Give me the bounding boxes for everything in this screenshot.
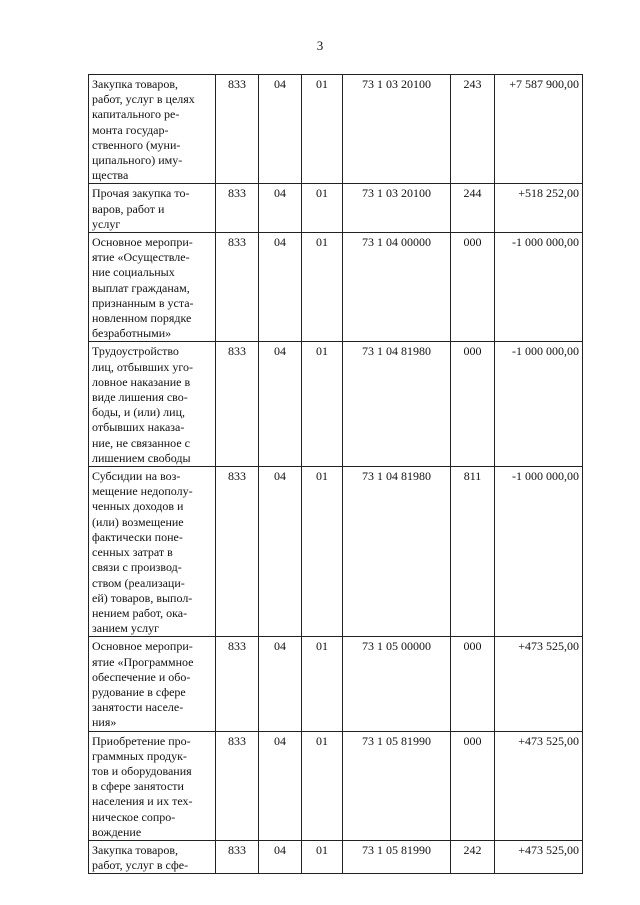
description-line: услуг — [92, 216, 121, 231]
subsection-code: 01 — [302, 637, 343, 731]
amount-value: +473 525,00 — [495, 840, 583, 873]
description-line: Закупка товаров, — [92, 842, 178, 857]
subsection-code: 01 — [302, 184, 343, 233]
section-code: 04 — [259, 467, 302, 637]
target-article-code: 73 1 04 81980 — [343, 342, 451, 467]
table-row — [89, 467, 583, 637]
table-row — [89, 233, 583, 342]
amount-value: +518 252,00 — [495, 184, 583, 233]
description-line: ством (реализаци- — [92, 575, 185, 590]
section-code: 04 — [259, 731, 302, 840]
row-description — [89, 342, 216, 467]
description-line: боды, и (или) лиц, — [92, 405, 186, 420]
expense-type-code: 243 — [451, 75, 495, 184]
description-line: Трудоустройство — [92, 344, 179, 359]
description-line: Основное меропри- — [92, 639, 193, 654]
expense-type-code: 000 — [451, 731, 495, 840]
table-row — [89, 75, 583, 184]
row-description — [89, 233, 216, 342]
amount-value: -1 000 000,00 — [495, 233, 583, 342]
table-row — [89, 342, 583, 467]
table-row — [89, 840, 583, 873]
description-line: занием услуг — [92, 621, 160, 636]
target-article-code: 73 1 04 00000 — [343, 233, 451, 342]
description-line: лишением свободы — [92, 450, 191, 465]
expense-type-code: 244 — [451, 184, 495, 233]
description-line: вождение — [92, 824, 142, 839]
section-code: 04 — [259, 637, 302, 731]
subsection-code: 01 — [302, 467, 343, 637]
expense-type-code: 811 — [451, 467, 495, 637]
section-code: 04 — [259, 233, 302, 342]
grbs-code: 833 — [216, 233, 259, 342]
section-code: 04 — [259, 342, 302, 467]
row-description — [89, 184, 216, 233]
description-line: варов, работ и — [92, 201, 165, 216]
target-article-code: 73 1 05 81990 — [343, 731, 451, 840]
row-description — [89, 467, 216, 637]
table-row — [89, 184, 583, 233]
description-line: ническое сопро- — [92, 809, 176, 824]
subsection-code: 01 — [302, 75, 343, 184]
expense-type-code: 242 — [451, 840, 495, 873]
description-line: Закупка товаров, — [92, 77, 178, 91]
grbs-code: 833 — [216, 637, 259, 731]
section-code: 04 — [259, 75, 302, 184]
table-row — [89, 731, 583, 840]
subsection-code: 01 — [302, 840, 343, 873]
amount-value: +473 525,00 — [495, 637, 583, 731]
amount-value: -1 000 000,00 — [495, 467, 583, 637]
description-line: Прочая закупка то- — [92, 186, 190, 201]
description-line: лиц, отбывших уго- — [92, 359, 194, 374]
description-line: занятости населе- — [92, 700, 184, 715]
target-article-code: 73 1 04 81980 — [343, 467, 451, 637]
target-article-code: 73 1 03 20100 — [343, 75, 451, 184]
grbs-code: 833 — [216, 75, 259, 184]
description-line: Субсидии на воз- — [92, 469, 181, 484]
description-line: мещение недополу- — [92, 484, 193, 499]
section-code: 04 — [259, 184, 302, 233]
subsection-code: 01 — [302, 233, 343, 342]
row-description — [89, 731, 216, 840]
table-row — [89, 637, 583, 731]
description-line: работ, услуг в сфе- — [92, 858, 189, 873]
description-line: работ, услуг в целях — [92, 92, 195, 107]
description-line: обеспечение и обо- — [92, 669, 191, 684]
amount-value: +473 525,00 — [495, 731, 583, 840]
description-line: признанным в уста- — [92, 295, 194, 310]
description-line: виде лишения сво- — [92, 390, 188, 405]
description-line: ловное наказание в — [92, 374, 191, 389]
row-description — [89, 75, 216, 184]
description-line: населения и их тех- — [92, 794, 193, 809]
description-line: ние социальных — [92, 265, 175, 280]
description-line: выплат гражданам, — [92, 280, 190, 295]
expense-type-code: 000 — [451, 637, 495, 731]
description-line: Основное меропри- — [92, 235, 193, 250]
description-line: ние, не связанное с — [92, 435, 190, 450]
description-line: ятие «Программное — [92, 654, 194, 669]
description-line: ственного (муни- — [92, 137, 181, 152]
grbs-code: 833 — [216, 840, 259, 873]
page-number: 3 — [316, 38, 324, 53]
description-line: ченных доходов и — [92, 499, 184, 514]
table-body — [89, 75, 583, 874]
row-description — [89, 637, 216, 731]
description-line: монта государ- — [92, 122, 169, 137]
amount-value: -1 000 000,00 — [495, 342, 583, 467]
expense-type-code: 000 — [451, 233, 495, 342]
target-article-code: 73 1 05 00000 — [343, 637, 451, 731]
row-description — [89, 840, 216, 873]
description-line: щества — [92, 168, 129, 183]
description-line: рудование в сфере — [92, 684, 186, 699]
description-line: фактически поне- — [92, 529, 183, 544]
amount-value: +7 587 900,00 — [495, 75, 583, 184]
description-line: тов и оборудования — [92, 763, 192, 778]
description-line: ятие «Осуществле- — [92, 250, 190, 265]
description-line: связи с производ- — [92, 560, 182, 575]
description-line: капитального ре- — [92, 107, 180, 122]
description-line: сенных затрат в — [92, 545, 173, 560]
description-line: безработными» — [92, 326, 172, 341]
subsection-code: 01 — [302, 342, 343, 467]
grbs-code: 833 — [216, 731, 259, 840]
grbs-code: 833 — [216, 342, 259, 467]
description-line: отбывших наказа- — [92, 420, 185, 435]
description-line: нением работ, ока- — [92, 605, 188, 620]
grbs-code: 833 — [216, 467, 259, 637]
target-article-code: 73 1 05 81990 — [343, 840, 451, 873]
description-line: ей) товаров, выпол- — [92, 590, 193, 605]
description-line: в сфере занятости — [92, 779, 184, 794]
description-line: граммных продук- — [92, 748, 187, 763]
grbs-code: 833 — [216, 184, 259, 233]
description-line: Приобретение про- — [92, 733, 191, 748]
target-article-code: 73 1 03 20100 — [343, 184, 451, 233]
budget-table — [88, 74, 583, 874]
expense-type-code: 000 — [451, 342, 495, 467]
description-line: ния» — [92, 715, 117, 730]
description-line: (или) возмещение — [92, 514, 184, 529]
description-line: ципального) иму- — [92, 153, 183, 168]
description-line: новленном порядке — [92, 311, 192, 326]
subsection-code: 01 — [302, 731, 343, 840]
section-code: 04 — [259, 840, 302, 873]
